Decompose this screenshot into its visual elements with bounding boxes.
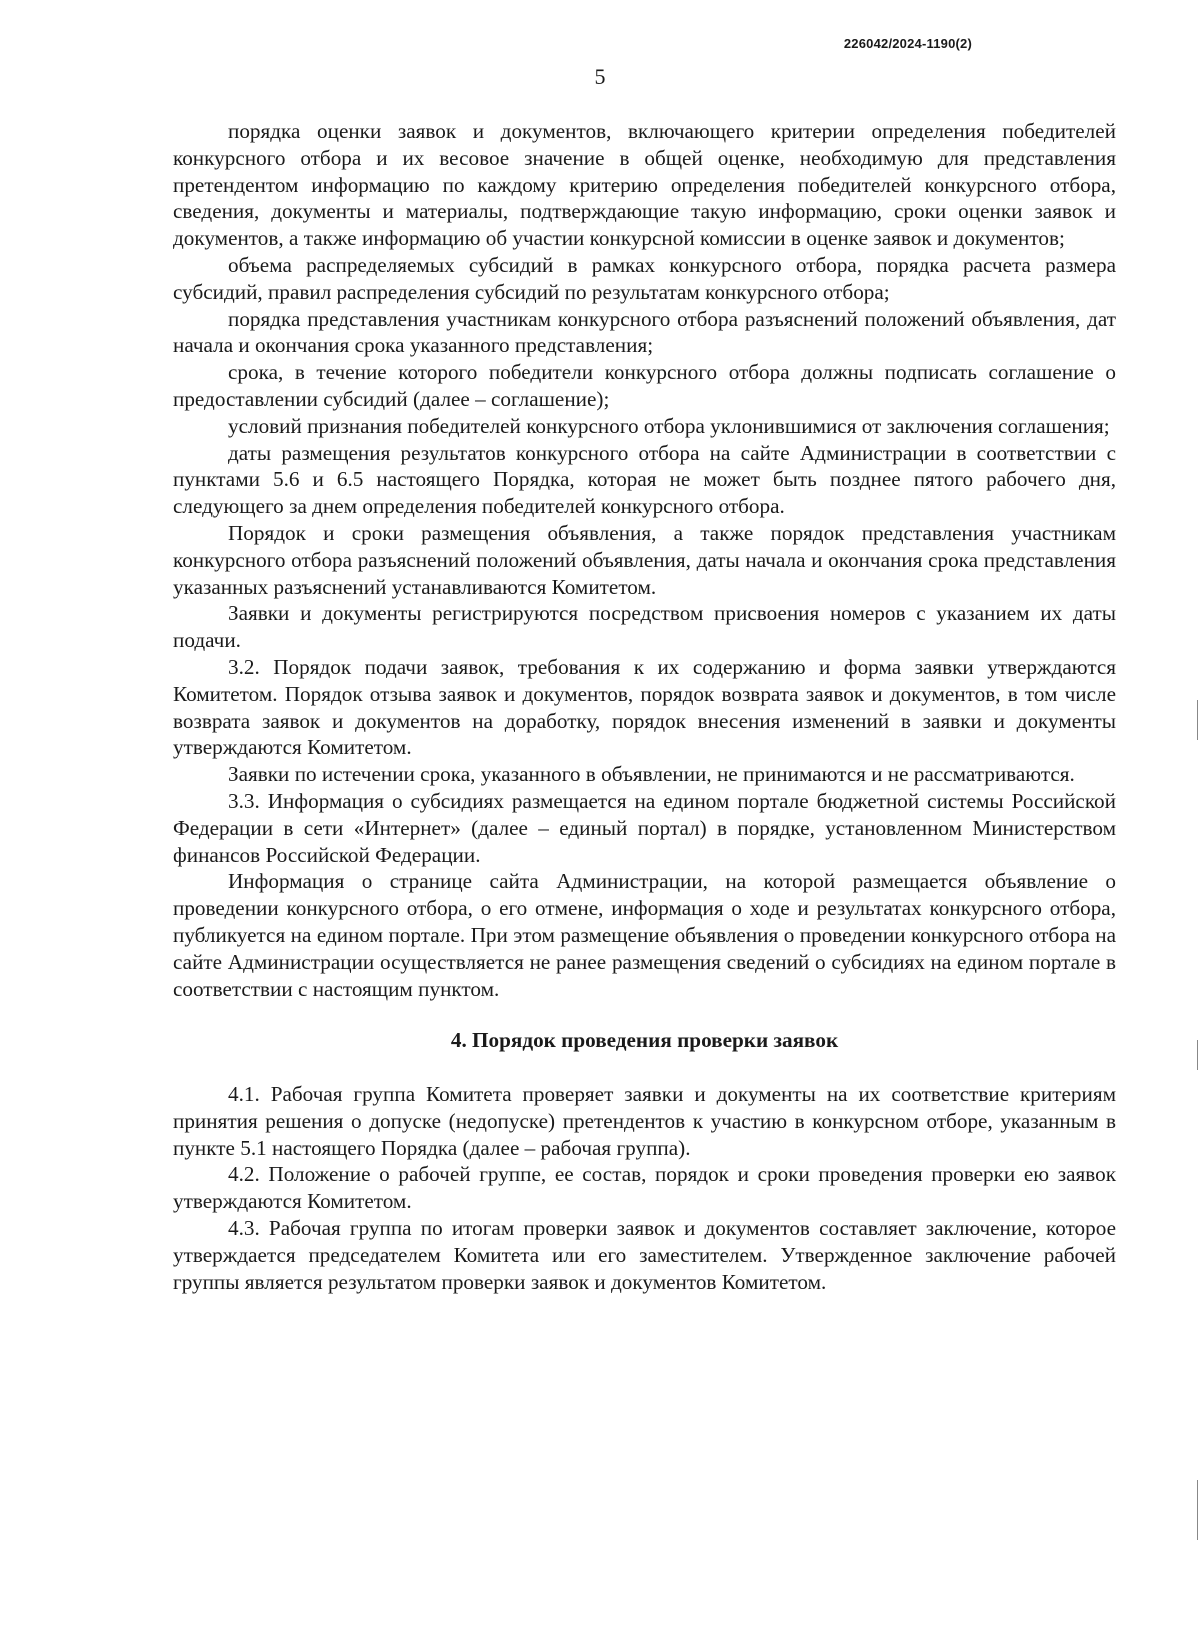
paragraph: Заявки и документы регистрируются посредством присвоения номеров с указанием их даты подачи. (173, 601, 1116, 653)
paragraph: Информация о странице сайта Администрации, на которой размещается объявление о проведении конкурсного отбора, о его отмене, информация о ходе и результатах конкурсного отбора, публикуется на едином портале. При этом размещение объявления о проведении конкурсного отбора на сайте Администрации осуществляется не ранее размещения сведений о субсидиях на едином портале в соответствии с настоящим пунктом. (173, 869, 1116, 1001)
paragraph: Заявки по истечении срока, указанного в объявлении, не принимаются и не рассматриваются. (228, 762, 1075, 787)
paragraph: объема распределяемых субсидий в рамках конкурсного отбора, порядка расчета размера субсидий, правил распределения субсидий по результатам конкурсного отбора; (173, 252, 1116, 304)
paragraph: Порядок и сроки размещения объявления, а также порядок представления участникам конкурсного отбора разъяснений положений объявления, даты начала и окончания срока представления указанных разъяснений устанавливаются Комитетом. (173, 520, 1116, 599)
document-body (173, 118, 1116, 1295)
page-number: 5 (594, 64, 606, 89)
scan-edge-mark (1197, 1480, 1198, 1540)
paragraph: условий признания победителей конкурсного отбора уклонившимися от заключения соглашения; (228, 413, 1110, 438)
paragraph: 3.2. Порядок подачи заявок, требования к их содержанию и форма заявки утверждаются Комитетом. Порядок отзыва заявок и документов, порядок возврата заявок и документов, в том числе возврата заявок и документов на доработку, порядок внесения изменений в заявки и документы утверждаются Комитетом. (173, 654, 1116, 760)
scan-edge-mark (1197, 700, 1198, 740)
paragraph: срока, в течение которого победители конкурсного отбора должны подписать соглашение о предоставлении субсидий (далее – соглашение); (173, 360, 1116, 411)
paragraph: 3.3. Информация о субсидиях размещается на едином портале бюджетной системы Российской Федерации в сети «Интернет» (далее – единый портал) в порядке, установленном Министерством финансов Российской Федерации. (173, 788, 1116, 867)
paragraph: 4.2. Положение о рабочей группе, ее состав, порядок и сроки проведения проверки ею заявок утверждаются Комитетом. (173, 1162, 1116, 1214)
paragraph: даты размещения результатов конкурсного отбора на сайте Администрации в соответствии с пунктами 5.6 и 6.5 настоящего Порядка, которая не может быть позднее пятого рабочего дня, следующего за днем определения победителей конкурсного отбора. (173, 440, 1116, 519)
paragraph: порядка представления участникам конкурсного отбора разъяснений положений объявления, дат начала и окончания срока указанного представления; (173, 306, 1116, 358)
paragraph: 4.1. Рабочая группа Комитета проверяет заявки и документы на их соответствие критериям принятия решения о допуске (недопуске) претендентов к участию в конкурсном отборе, указанным в пункте 5.1 настоящего Порядка (далее – рабочая группа). (173, 1082, 1116, 1160)
paragraph: 4.3. Рабочая группа по итогам проверки заявок и документов составляет заключение, которое утверждается председателем Комитета или его заместителем. Утвержденное заключение рабочей группы является результатом проверки заявок и документов Комитетом. (173, 1216, 1116, 1294)
section-heading: 4. Порядок проведения проверки заявок (450, 1028, 839, 1053)
scan-edge-mark (1197, 1040, 1198, 1070)
paragraph: порядка оценки заявок и документов, включающего критерии определения победителей конкурсного отбора и их весовое значение в общей оценке, необходимую для представления претендентом информацию по каждому критерию определения победителей конкурсного отбора, сведения, документы и материалы, подтверждающие такую информацию, сроки оценки заявок и документов, а также информацию об участии конкурсной комиссии в оценке заявок и документов; (173, 119, 1116, 251)
document-number: 226042/2024-1190(2) (843, 36, 972, 51)
